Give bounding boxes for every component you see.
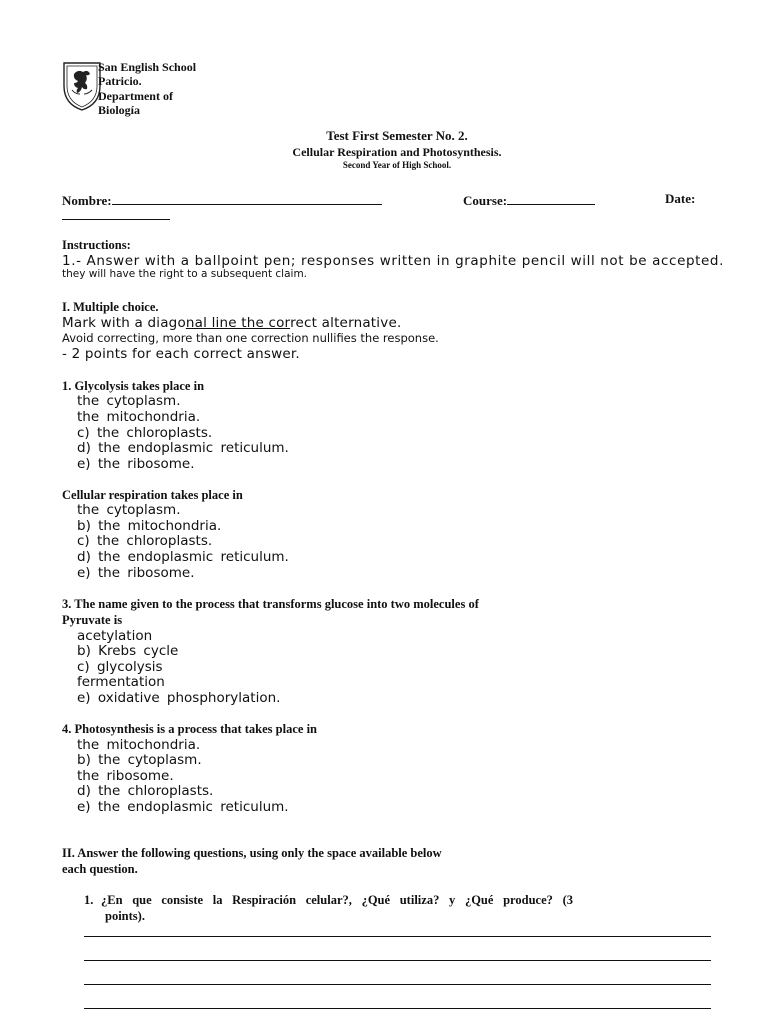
q4-option-e[interactable]: e) the endoplasmic reticulum. [77, 799, 289, 815]
school-line-2: Patricio. [98, 74, 142, 89]
answer-line-3[interactable] [84, 984, 711, 985]
q3-option-c[interactable]: c) glycolysis [77, 659, 163, 675]
q4-option-d[interactable]: d) the chloroplasts. [77, 783, 214, 799]
school-line-1: San English School [98, 60, 197, 74]
avoid-correcting-note: Avoid correcting, more than one correction nullifies the response. [62, 331, 439, 345]
test-title: Test First Semester No. 2. [326, 128, 468, 143]
question-3: 3. The name given to the process that transforms glucose into two molecules of [62, 597, 479, 611]
q1-option-e[interactable]: e) the ribosome. [77, 456, 195, 472]
q3-option-e[interactable]: e) oxidative phosphorylation. [77, 690, 281, 706]
name-label: Nombre: [62, 193, 112, 208]
q4-option-a[interactable]: the mitochondria. [77, 737, 201, 753]
answer-line-1[interactable] [84, 936, 711, 937]
mark-text-a: Mark with a diago [62, 315, 186, 331]
section-2-heading: II. Answer the following questions, using only the space available below [62, 846, 442, 860]
course-blank[interactable] [507, 191, 595, 205]
course-field-row [463, 191, 595, 209]
points-note: - 2 points for each correct answer. [62, 346, 300, 362]
q3-option-b[interactable]: b) Krebs cycle [77, 643, 179, 659]
date-label: Date: [665, 191, 696, 206]
instructions-heading: Instructions: [62, 238, 131, 252]
q2-option-e[interactable]: e) the ribosome. [77, 565, 195, 581]
open-question-1: ¿En que consiste la Respiración celular?, ¿Qué utiliza? y ¿Qué produce? (3 [101, 893, 573, 907]
school-name-block [98, 60, 218, 118]
instructions-line-2: they will have the right to a subsequent claim. [62, 268, 308, 280]
open-question-1-number: 1. [84, 893, 94, 907]
grade-level: Second Year of High School. [342, 160, 452, 170]
q2-option-a[interactable]: the cytoplasm. [77, 502, 181, 518]
q2-option-c[interactable]: c) the chloroplasts. [77, 533, 213, 549]
question-2: Cellular respiration takes place in [62, 488, 243, 502]
q3-option-d[interactable]: fermentation [77, 674, 165, 690]
question-1: 1. Glycolysis takes place in [62, 379, 205, 393]
q4-option-b[interactable]: b) the cytoplasm. [77, 752, 202, 768]
school-crest-icon [62, 60, 102, 112]
test-subtitle: Cellular Respiration and Photosynthesis. [292, 145, 502, 159]
answer-line-4[interactable] [84, 1008, 711, 1009]
school-line-3: Department of [98, 88, 173, 103]
date-field-row [665, 191, 695, 207]
name-blank[interactable] [112, 191, 382, 205]
section-1-heading: I. Multiple choice. [62, 300, 159, 314]
section-2-heading-cont: each question. [62, 862, 138, 876]
date-blank[interactable] [62, 206, 170, 220]
mark-text-underlined: nal line the cor [185, 315, 291, 331]
question-3-cont: Pyruvate is [62, 613, 123, 627]
q1-option-d[interactable]: d) the endoplasmic reticulum. [77, 440, 289, 456]
q1-option-c[interactable]: c) the chloroplasts. [77, 425, 213, 441]
q4-option-c[interactable]: the ribosome. [77, 768, 174, 784]
q2-option-d[interactable]: d) the endoplasmic reticulum. [77, 549, 289, 565]
instructions-line-1: 1.- Answer with a ballpoint pen; responses written in graphite pencil will not be accepted. [62, 253, 724, 269]
mark-instruction [62, 315, 401, 331]
mark-text-b: rect alternative. [290, 315, 402, 331]
q1-option-a[interactable]: the cytoplasm. [77, 393, 181, 409]
school-line-4: Biología [98, 103, 141, 118]
open-question-1-cont: points). [105, 909, 145, 923]
question-4: 4. Photosynthesis is a process that takes place in [62, 722, 317, 736]
course-label: Course: [463, 193, 508, 208]
answer-line-2[interactable] [84, 960, 711, 961]
q3-option-a[interactable]: acetylation [77, 628, 153, 644]
q1-option-b[interactable]: the mitochondria. [77, 409, 201, 425]
q2-option-b[interactable]: b) the mitochondria. [77, 518, 222, 534]
